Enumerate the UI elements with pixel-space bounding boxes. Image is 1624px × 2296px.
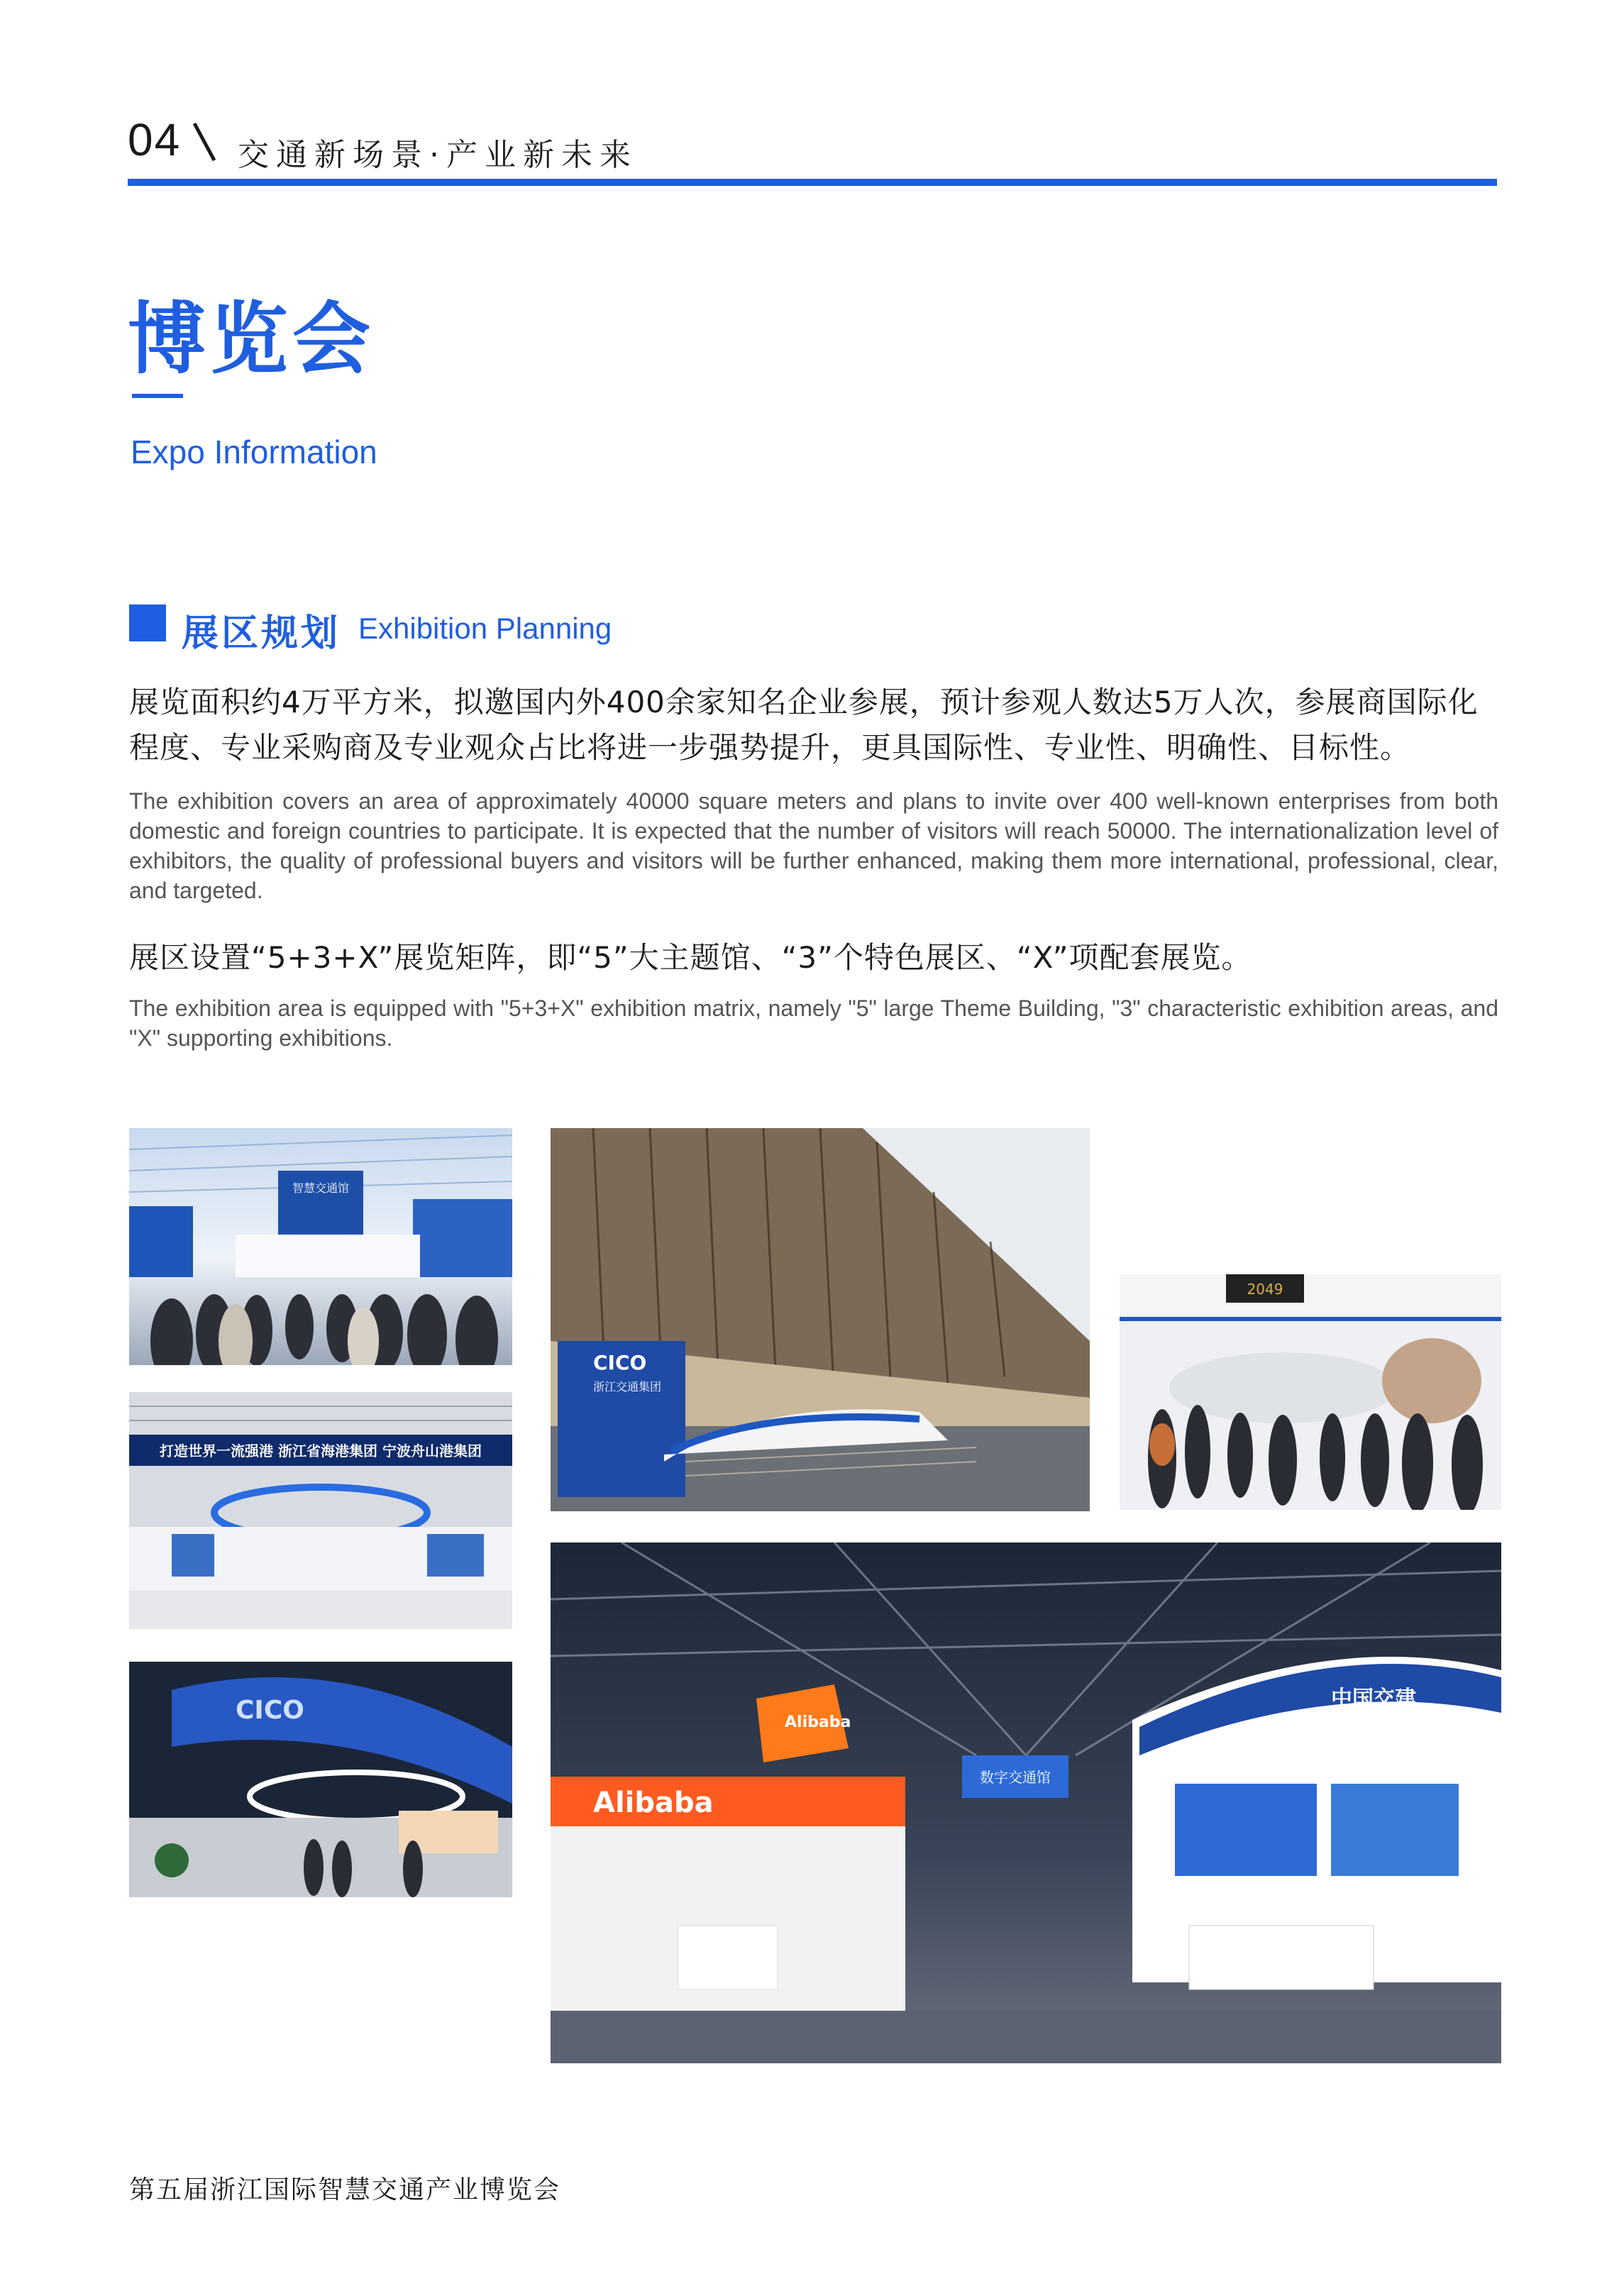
china-comm-sign: 中国交建	[1331, 1687, 1416, 1711]
section-title-en: Exhibition Planning	[358, 612, 612, 645]
cico-booth-logo: CICO	[236, 1696, 304, 1725]
page-number: 04	[128, 114, 182, 165]
header-rule	[128, 179, 1497, 186]
page-subtitle: Expo Information	[131, 434, 377, 470]
section-square-icon	[129, 605, 166, 641]
paragraph-1-cn: 展览面积约4万平方米，拟邀国内外400余家知名企业参展，预计参观人数达5万人次，参展商国际化程度、专业采购商及专业观众占比将进一步强势提升，更具国际性、专业性、明确性、目标性。	[129, 685, 1479, 765]
paragraph-2-en: The exhibition area is equipped with "5+3+X" exhibition matrix, namely "5" large Theme Building, "3" characteristic exhibition areas, and "X" supporting exhibitions.	[129, 995, 1498, 1051]
port-banner-text: 打造世界一流强港 浙江省海港集团 宁波舟山港集团	[160, 1442, 482, 1459]
photo-cico-booth	[129, 1662, 512, 1897]
paragraph-1-en: The exhibition covers an area of approximately 40000 square meters and plans to invite over 400 well-known enterprises from both domestic and foreign countries to participate. It is expected that the number of visitors will reach 50000. The internationalization level of exhibitors, the quality of professional buyers and visitors will be further enhanced, making them more international, professional, clear, and targeted.	[129, 788, 1498, 903]
alibaba-cube-text: Alibaba	[785, 1713, 851, 1731]
cico-logo-text: CICO	[593, 1351, 647, 1374]
title-dash	[132, 394, 183, 398]
footer-text: 第五届浙江国际智慧交通产业博览会	[129, 2175, 561, 2204]
cico-cn-text: 浙江交通集团	[593, 1380, 662, 1393]
digital-pavilion-sign: 数字交通馆	[980, 1769, 1051, 1786]
slash-divider-icon	[190, 122, 219, 162]
zhihui-pavilion-sign: 智慧交通馆	[292, 1181, 350, 1195]
photo-panorama-hall	[551, 1542, 1501, 2063]
photo-exhibit-visitors	[1120, 1274, 1501, 1510]
page-title: 博览会	[128, 294, 375, 385]
svg-text:2049: 2049	[1247, 1281, 1283, 1298]
photo-crowd-hall	[129, 1128, 512, 1365]
photo-port-booth	[129, 1392, 512, 1629]
header-title: 交通新场景·产业新未来	[238, 137, 638, 173]
photo-maglev-exterior	[551, 1128, 1090, 1511]
alibaba-booth-text: Alibaba	[593, 1787, 714, 1819]
paragraph-2-cn: 展区设置“5+3+X”展览矩阵，即“5”大主题馆、“3”个特色展区、“X”项配套展览。	[129, 940, 1252, 975]
section-title-cn: 展区规划	[182, 612, 341, 655]
